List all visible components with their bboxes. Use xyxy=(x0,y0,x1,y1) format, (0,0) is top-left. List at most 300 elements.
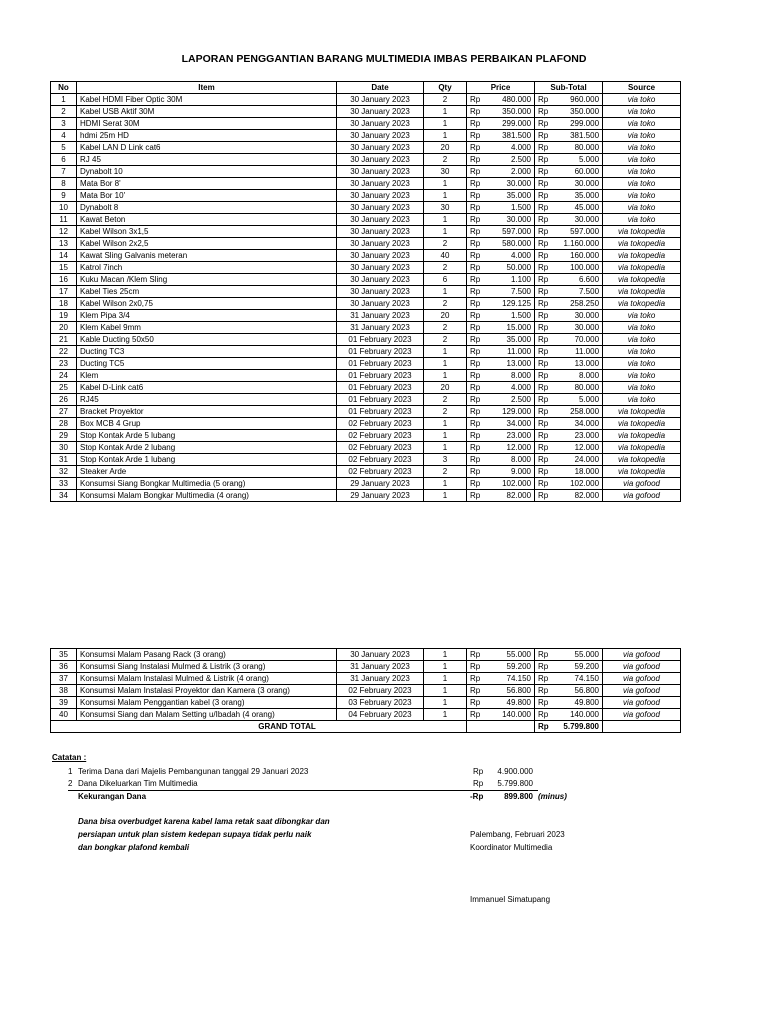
row-subtotal: 34.000 xyxy=(557,418,603,430)
table-row xyxy=(51,238,681,250)
row-no: 18 xyxy=(51,298,77,310)
row-date: 02 February 2023 xyxy=(337,430,424,442)
row-subtotal-currency: Rp xyxy=(535,709,557,721)
row-date: 01 February 2023 xyxy=(337,406,424,418)
row-price-currency: Rp xyxy=(467,130,491,142)
row-date: 30 January 2023 xyxy=(337,118,424,130)
row-price: 11.000 xyxy=(491,346,535,358)
row-subtotal-currency: Rp xyxy=(535,418,557,430)
row-item: Kawat Sling Galvanis meteran xyxy=(77,250,337,262)
row-item: Konsumsi Siang Bongkar Multimedia (5 orang) xyxy=(77,478,337,490)
row-price-currency: Rp xyxy=(467,142,491,154)
notes-heading: Catatan : xyxy=(52,753,87,762)
row-date: 04 February 2023 xyxy=(337,709,424,721)
row-price: 4.000 xyxy=(491,142,535,154)
row-no: 17 xyxy=(51,286,77,298)
row-source: via toko xyxy=(603,382,681,394)
row-source: via gofood xyxy=(603,490,681,502)
row-subtotal-currency: Rp xyxy=(535,250,557,262)
row-item: Konsumsi Malam Bongkar Multimedia (4 orang) xyxy=(77,490,337,502)
row-date: 30 January 2023 xyxy=(337,298,424,310)
row-item: HDMI Serat 30M xyxy=(77,118,337,130)
row-subtotal: 6.600 xyxy=(557,274,603,286)
table-row xyxy=(51,106,681,118)
remark-line-2: persiapan untuk plan sistem kedepan supaya tidak perlu naik xyxy=(78,830,312,839)
row-qty: 1 xyxy=(424,106,467,118)
row-price-currency: Rp xyxy=(467,178,491,190)
row-subtotal: 102.000 xyxy=(557,478,603,490)
row-date: 30 January 2023 xyxy=(337,190,424,202)
row-date: 31 January 2023 xyxy=(337,661,424,673)
row-no: 20 xyxy=(51,322,77,334)
row-price-currency: Rp xyxy=(467,661,491,673)
table-row xyxy=(51,274,681,286)
table-row xyxy=(51,649,681,661)
row-source: via gofood xyxy=(603,649,681,661)
row-item: Kabel Wilson 2x0,75 xyxy=(77,298,337,310)
row-price: 15.000 xyxy=(491,322,535,334)
row-date: 30 January 2023 xyxy=(337,238,424,250)
row-no: 5 xyxy=(51,142,77,154)
row-subtotal: 35.000 xyxy=(557,190,603,202)
row-no: 7 xyxy=(51,166,77,178)
table-row xyxy=(51,406,681,418)
row-item: Kabel HDMI Fiber Optic 30M xyxy=(77,94,337,106)
row-item: Bracket Proyektor xyxy=(77,406,337,418)
items-table xyxy=(50,81,681,502)
table-row xyxy=(51,214,681,226)
note-line-2-text: Dana Dikeluarkan Tim Multimedia xyxy=(78,779,198,788)
row-date: 01 February 2023 xyxy=(337,334,424,346)
row-price-currency: Rp xyxy=(467,202,491,214)
row-price-currency: Rp xyxy=(467,454,491,466)
table-row xyxy=(51,418,681,430)
row-subtotal-currency: Rp xyxy=(535,310,557,322)
row-qty: 1 xyxy=(424,418,467,430)
row-subtotal: 11.000 xyxy=(557,346,603,358)
row-price-currency: Rp xyxy=(467,649,491,661)
row-price: 350.000 xyxy=(491,106,535,118)
row-item: Klem Kabel 9mm xyxy=(77,322,337,334)
table-row xyxy=(51,346,681,358)
row-subtotal: 24.000 xyxy=(557,454,603,466)
row-subtotal: 59.200 xyxy=(557,661,603,673)
row-date: 30 January 2023 xyxy=(337,274,424,286)
header-item: Item xyxy=(77,82,337,94)
grand-total-row xyxy=(51,721,681,733)
table-row xyxy=(51,709,681,721)
row-source: via toko xyxy=(603,394,681,406)
row-item: Konsumsi Malam Pasang Rack (3 orang) xyxy=(77,649,337,661)
row-source: via toko xyxy=(603,310,681,322)
row-item: Kable Ducting 50x50 xyxy=(77,334,337,346)
row-no: 27 xyxy=(51,406,77,418)
row-subtotal-currency: Rp xyxy=(535,442,557,454)
row-price: 4.000 xyxy=(491,250,535,262)
row-subtotal-currency: Rp xyxy=(535,118,557,130)
row-qty: 1 xyxy=(424,226,467,238)
row-date: 02 February 2023 xyxy=(337,685,424,697)
row-price-currency: Rp xyxy=(467,190,491,202)
header-qty: Qty xyxy=(424,82,467,94)
shortage-label: Kekurangan Dana xyxy=(78,792,147,801)
row-item: Steaker Arde xyxy=(77,466,337,478)
table-row xyxy=(51,685,681,697)
row-subtotal-currency: Rp xyxy=(535,274,557,286)
row-item: Kabel Wilson 2x2,5 xyxy=(77,238,337,250)
row-date: 01 February 2023 xyxy=(337,346,424,358)
row-subtotal: 30.000 xyxy=(557,322,603,334)
row-no: 9 xyxy=(51,190,77,202)
row-no: 39 xyxy=(51,697,77,709)
row-qty: 20 xyxy=(424,382,467,394)
row-subtotal-currency: Rp xyxy=(535,322,557,334)
row-price-currency: Rp xyxy=(467,490,491,502)
row-subtotal-currency: Rp xyxy=(535,226,557,238)
table-row xyxy=(51,661,681,673)
row-qty: 2 xyxy=(424,154,467,166)
row-price-currency: Rp xyxy=(467,685,491,697)
row-no: 6 xyxy=(51,154,77,166)
row-price-currency: Rp xyxy=(467,334,491,346)
row-subtotal: 70.000 xyxy=(557,334,603,346)
row-item: Stop Kontak Arde 5 lubang xyxy=(77,430,337,442)
row-price: 50.000 xyxy=(491,262,535,274)
row-price-currency: Rp xyxy=(467,370,491,382)
row-subtotal-currency: Rp xyxy=(535,454,557,466)
row-no: 24 xyxy=(51,370,77,382)
row-date: 02 February 2023 xyxy=(337,454,424,466)
note-line-1-no: 1 xyxy=(68,767,73,776)
table-row xyxy=(51,142,681,154)
row-price: 381.500 xyxy=(491,130,535,142)
row-source: via toko xyxy=(603,118,681,130)
row-source: via tokopedia xyxy=(603,226,681,238)
row-item: Kabel Ties 25cm xyxy=(77,286,337,298)
remark-line-1: Dana bisa overbudget karena kabel lama retak saat dibongkar dan xyxy=(78,817,330,826)
row-qty: 1 xyxy=(424,442,467,454)
row-item: Konsumsi Siang Instalasi Mulmed & Listrik (3 orang) xyxy=(77,661,337,673)
row-subtotal: 258.000 xyxy=(557,406,603,418)
row-price-currency: Rp xyxy=(467,442,491,454)
row-source: via gofood xyxy=(603,661,681,673)
shortage-tag: (minus) xyxy=(538,792,567,801)
row-price-currency: Rp xyxy=(467,238,491,250)
row-item: Mata Bor 8' xyxy=(77,178,337,190)
row-date: 02 February 2023 xyxy=(337,466,424,478)
row-qty: 2 xyxy=(424,238,467,250)
row-no: 13 xyxy=(51,238,77,250)
row-subtotal-currency: Rp xyxy=(535,202,557,214)
row-item: Ducting TC3 xyxy=(77,346,337,358)
row-price: 35.000 xyxy=(491,334,535,346)
row-date: 01 February 2023 xyxy=(337,370,424,382)
row-qty: 1 xyxy=(424,118,467,130)
row-subtotal: 82.000 xyxy=(557,490,603,502)
row-date: 31 January 2023 xyxy=(337,673,424,685)
table-row xyxy=(51,178,681,190)
table-row xyxy=(51,250,681,262)
row-price: 8.000 xyxy=(491,454,535,466)
row-item: Dynabolt 8 xyxy=(77,202,337,214)
row-source: via gofood xyxy=(603,697,681,709)
row-price: 480.000 xyxy=(491,94,535,106)
table-row xyxy=(51,190,681,202)
note-line-1-value: 4.900.000 xyxy=(497,767,533,776)
row-subtotal: 56.800 xyxy=(557,685,603,697)
row-item: Kabel Wilson 3x1,5 xyxy=(77,226,337,238)
row-date: 01 February 2023 xyxy=(337,358,424,370)
row-subtotal: 30.000 xyxy=(557,310,603,322)
row-subtotal-currency: Rp xyxy=(535,697,557,709)
row-item: Konsumsi Malam Penggantian kabel (3 orang) xyxy=(77,697,337,709)
row-subtotal: 381.500 xyxy=(557,130,603,142)
row-date: 31 January 2023 xyxy=(337,310,424,322)
row-item: Konsumsi Malam Instalasi Proyektor dan Kamera (3 orang) xyxy=(77,685,337,697)
row-price-currency: Rp xyxy=(467,214,491,226)
table-row xyxy=(51,154,681,166)
row-subtotal: 8.000 xyxy=(557,370,603,382)
row-source: via toko xyxy=(603,178,681,190)
row-source: via toko xyxy=(603,142,681,154)
row-source: via toko xyxy=(603,154,681,166)
row-subtotal: 100.000 xyxy=(557,262,603,274)
row-date: 30 January 2023 xyxy=(337,178,424,190)
row-price: 4.000 xyxy=(491,382,535,394)
row-subtotal-currency: Rp xyxy=(535,178,557,190)
row-price: 74.150 xyxy=(491,673,535,685)
row-no: 2 xyxy=(51,106,77,118)
row-qty: 40 xyxy=(424,250,467,262)
row-price: 8.000 xyxy=(491,370,535,382)
row-no: 22 xyxy=(51,346,77,358)
row-date: 30 January 2023 xyxy=(337,154,424,166)
table-row xyxy=(51,334,681,346)
table-row xyxy=(51,226,681,238)
row-qty: 1 xyxy=(424,190,467,202)
row-source: via tokopedia xyxy=(603,274,681,286)
table-row xyxy=(51,430,681,442)
table-row xyxy=(51,394,681,406)
row-qty: 2 xyxy=(424,298,467,310)
row-qty: 1 xyxy=(424,130,467,142)
items-table-continued xyxy=(50,648,681,733)
row-price: 1.500 xyxy=(491,310,535,322)
row-subtotal-currency: Rp xyxy=(535,334,557,346)
row-date: 30 January 2023 xyxy=(337,250,424,262)
row-date: 30 January 2023 xyxy=(337,286,424,298)
row-source: via toko xyxy=(603,370,681,382)
row-subtotal: 55.000 xyxy=(557,649,603,661)
row-no: 19 xyxy=(51,310,77,322)
row-no: 14 xyxy=(51,250,77,262)
row-subtotal-currency: Rp xyxy=(535,661,557,673)
table-row xyxy=(51,298,681,310)
row-subtotal-currency: Rp xyxy=(535,214,557,226)
row-source: via toko xyxy=(603,166,681,178)
row-source: via gofood xyxy=(603,478,681,490)
table-row xyxy=(51,94,681,106)
row-subtotal-currency: Rp xyxy=(535,685,557,697)
note-line-2-value: 5.799.800 xyxy=(497,779,533,788)
header-no: No xyxy=(51,82,77,94)
row-item: Kuku Macan /Klem Sling xyxy=(77,274,337,286)
row-source: via tokopedia xyxy=(603,286,681,298)
shortage-value: 899.800 xyxy=(504,792,533,801)
row-subtotal: 5.000 xyxy=(557,394,603,406)
row-subtotal-currency: Rp xyxy=(535,358,557,370)
row-no: 33 xyxy=(51,478,77,490)
row-qty: 1 xyxy=(424,286,467,298)
signature-name: Immanuel Simatupang xyxy=(470,895,551,904)
row-date: 02 February 2023 xyxy=(337,442,424,454)
table-row xyxy=(51,286,681,298)
note-line-2-currency: Rp xyxy=(473,779,484,788)
row-subtotal: 7.500 xyxy=(557,286,603,298)
row-source: via toko xyxy=(603,322,681,334)
row-subtotal-currency: Rp xyxy=(535,430,557,442)
row-no: 1 xyxy=(51,94,77,106)
row-subtotal-currency: Rp xyxy=(535,154,557,166)
row-item: Kabel USB Aktif 30M xyxy=(77,106,337,118)
table-row xyxy=(51,454,681,466)
row-price: 299.000 xyxy=(491,118,535,130)
row-date: 30 January 2023 xyxy=(337,649,424,661)
row-qty: 3 xyxy=(424,454,467,466)
grand-total-label: GRAND TOTAL xyxy=(51,721,467,733)
row-subtotal-currency: Rp xyxy=(535,466,557,478)
row-price-currency: Rp xyxy=(467,430,491,442)
row-item: Kabel D-Link cat6 xyxy=(77,382,337,394)
row-no: 12 xyxy=(51,226,77,238)
row-date: 01 February 2023 xyxy=(337,394,424,406)
row-source: via gofood xyxy=(603,673,681,685)
row-source: via toko xyxy=(603,346,681,358)
row-subtotal-currency: Rp xyxy=(535,394,557,406)
header-source: Source xyxy=(603,82,681,94)
row-price-currency: Rp xyxy=(467,697,491,709)
row-source: via tokopedia xyxy=(603,238,681,250)
table-row xyxy=(51,478,681,490)
table-row xyxy=(51,490,681,502)
row-qty: 1 xyxy=(424,649,467,661)
row-source: via tokopedia xyxy=(603,454,681,466)
row-subtotal: 60.000 xyxy=(557,166,603,178)
row-source: via toko xyxy=(603,190,681,202)
table-header-row xyxy=(51,82,681,94)
row-price-currency: Rp xyxy=(467,226,491,238)
row-item: Katrol 7inch xyxy=(77,262,337,274)
row-qty: 1 xyxy=(424,697,467,709)
row-price: 2.000 xyxy=(491,166,535,178)
row-price-currency: Rp xyxy=(467,346,491,358)
row-subtotal: 80.000 xyxy=(557,142,603,154)
row-subtotal-currency: Rp xyxy=(535,286,557,298)
row-source: via toko xyxy=(603,358,681,370)
row-date: 01 February 2023 xyxy=(337,382,424,394)
row-qty: 1 xyxy=(424,709,467,721)
row-price-currency: Rp xyxy=(467,94,491,106)
row-date: 29 January 2023 xyxy=(337,478,424,490)
row-no: 21 xyxy=(51,334,77,346)
row-subtotal-currency: Rp xyxy=(535,382,557,394)
row-item: Konsumsi Siang dan Malam Setting u/Ibadah (4 orang) xyxy=(77,709,337,721)
row-price: 7.500 xyxy=(491,286,535,298)
row-price: 55.000 xyxy=(491,649,535,661)
row-price-currency: Rp xyxy=(467,154,491,166)
row-subtotal: 18.000 xyxy=(557,466,603,478)
row-price: 56.800 xyxy=(491,685,535,697)
row-no: 36 xyxy=(51,661,77,673)
row-source: via tokopedia xyxy=(603,442,681,454)
row-no: 26 xyxy=(51,394,77,406)
row-price-currency: Rp xyxy=(467,118,491,130)
table-row xyxy=(51,358,681,370)
row-subtotal-currency: Rp xyxy=(535,130,557,142)
row-source: via tokopedia xyxy=(603,418,681,430)
row-subtotal: 74.150 xyxy=(557,673,603,685)
row-date: 02 February 2023 xyxy=(337,418,424,430)
row-price-currency: Rp xyxy=(467,382,491,394)
table-row xyxy=(51,382,681,394)
row-price-currency: Rp xyxy=(467,394,491,406)
row-subtotal-currency: Rp xyxy=(535,190,557,202)
row-subtotal: 5.000 xyxy=(557,154,603,166)
row-no: 23 xyxy=(51,358,77,370)
row-subtotal: 299.000 xyxy=(557,118,603,130)
row-price-currency: Rp xyxy=(467,418,491,430)
row-subtotal-currency: Rp xyxy=(535,478,557,490)
header-date: Date xyxy=(337,82,424,94)
grand-total-value: 5.799.800 xyxy=(557,721,603,733)
row-subtotal: 30.000 xyxy=(557,178,603,190)
row-subtotal-currency: Rp xyxy=(535,262,557,274)
row-price-currency: Rp xyxy=(467,322,491,334)
row-price: 2.500 xyxy=(491,154,535,166)
row-price: 102.000 xyxy=(491,478,535,490)
row-subtotal-currency: Rp xyxy=(535,106,557,118)
row-subtotal: 597.000 xyxy=(557,226,603,238)
row-subtotal-currency: Rp xyxy=(535,370,557,382)
row-subtotal: 140.000 xyxy=(557,709,603,721)
row-date: 30 January 2023 xyxy=(337,94,424,106)
row-qty: 1 xyxy=(424,661,467,673)
row-qty: 2 xyxy=(424,322,467,334)
signature-place-date: Palembang, Februari 2023 xyxy=(470,830,565,839)
row-price: 129.000 xyxy=(491,406,535,418)
row-item: Kabel LAN D Link cat6 xyxy=(77,142,337,154)
row-item: Klem Pipa 3/4 xyxy=(77,310,337,322)
row-subtotal-currency: Rp xyxy=(535,298,557,310)
row-qty: 1 xyxy=(424,370,467,382)
row-no: 29 xyxy=(51,430,77,442)
row-subtotal: 12.000 xyxy=(557,442,603,454)
row-source: via gofood xyxy=(603,709,681,721)
table-row xyxy=(51,130,681,142)
table-row xyxy=(51,166,681,178)
row-no: 8 xyxy=(51,178,77,190)
row-date: 30 January 2023 xyxy=(337,166,424,178)
row-item: Konsumsi Malam Instalasi Mulmed & Listrik (4 orang) xyxy=(77,673,337,685)
remark-line-3: dan bongkar plafond kembali xyxy=(78,843,190,852)
row-price-currency: Rp xyxy=(467,673,491,685)
note-line-1-text: Terima Dana dari Majelis Pembangunan tanggal 29 Januari 2023 xyxy=(78,767,309,776)
row-qty: 30 xyxy=(424,166,467,178)
row-subtotal-currency: Rp xyxy=(535,94,557,106)
row-no: 30 xyxy=(51,442,77,454)
row-date: 30 January 2023 xyxy=(337,226,424,238)
signature-role: Koordinator Multimedia xyxy=(470,843,553,852)
